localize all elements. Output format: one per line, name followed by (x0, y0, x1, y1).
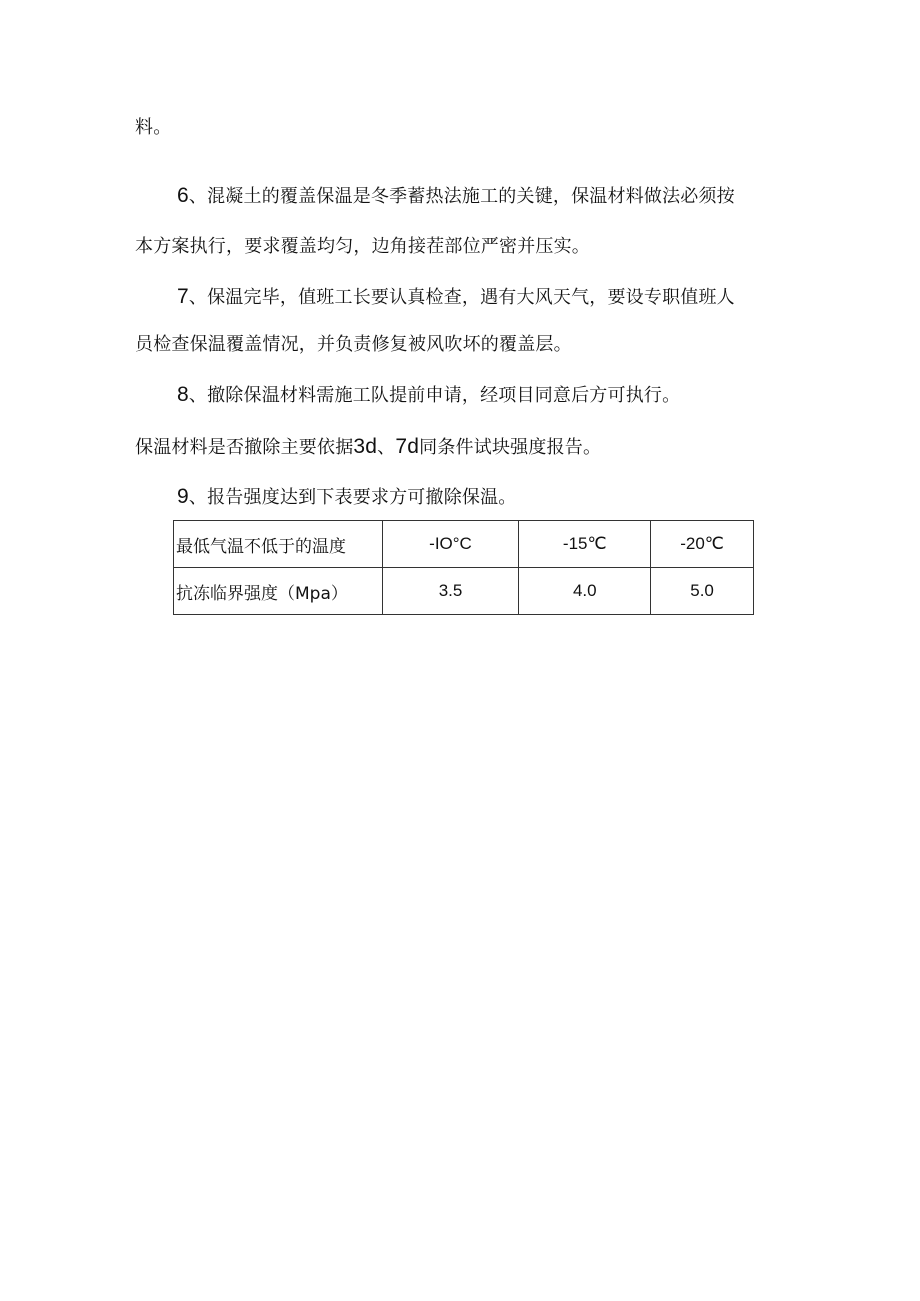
table-row-label: 抗冻临界强度（Mpa） (174, 568, 383, 615)
table-row-label: 最低气温不低于的温度 (174, 521, 383, 568)
table-cell: -IO°C (382, 521, 519, 568)
paragraph-text: 、报告强度达到下表要求方可撤除保温。 (188, 487, 517, 508)
paragraph-item-7-line-2 (135, 333, 572, 357)
table-row (174, 521, 754, 568)
paragraph-text: 同条件试块强度报告。 (419, 437, 602, 458)
paragraph-text: 料。 (135, 117, 172, 138)
paragraph-item-8 (177, 383, 680, 408)
item-number: 8 (177, 383, 189, 406)
paragraph-item-6 (177, 184, 735, 209)
table-cell: 3.5 (382, 568, 519, 615)
paragraph-text: 、保温完毕，值班工长要认真检查，遇有大风天气，要设专职值班人 (188, 287, 735, 308)
table-cell: -15℃ (519, 521, 651, 568)
paragraph-item-8-line-2 (135, 435, 601, 460)
paragraph-text: 、 (377, 437, 396, 458)
table-cell: 5.0 (651, 568, 754, 615)
inline-number: 7d (395, 435, 420, 458)
paragraph-item-6-line-2 (135, 235, 590, 259)
strength-requirement-table (173, 520, 754, 615)
paragraph-text: 、混凝土的覆盖保温是冬季蓄热法施工的关键，保温材料做法必须按 (188, 186, 735, 207)
paragraph-text: 保温材料是否撤除主要依据 (135, 437, 354, 458)
table-cell: 4.0 (519, 568, 651, 615)
paragraph-item-9 (177, 485, 517, 510)
table-row (174, 568, 754, 615)
item-number: 9 (177, 485, 189, 508)
item-number: 7 (177, 285, 189, 308)
paragraph-text: 员检查保温覆盖情况，并负责修复被风吹坏的覆盖层。 (135, 334, 572, 355)
paragraph-continuation (135, 116, 171, 140)
table-cell: -20℃ (651, 521, 754, 568)
inline-number: 3d (353, 435, 378, 458)
paragraph-text: 本方案执行，要求覆盖均匀，边角接茬部位严密并压实。 (135, 236, 590, 257)
paragraph-text: 、撤除保温材料需施工队提前申请，经项目同意后方可执行。 (188, 385, 681, 406)
paragraph-item-7 (177, 285, 735, 310)
item-number: 6 (177, 184, 189, 207)
